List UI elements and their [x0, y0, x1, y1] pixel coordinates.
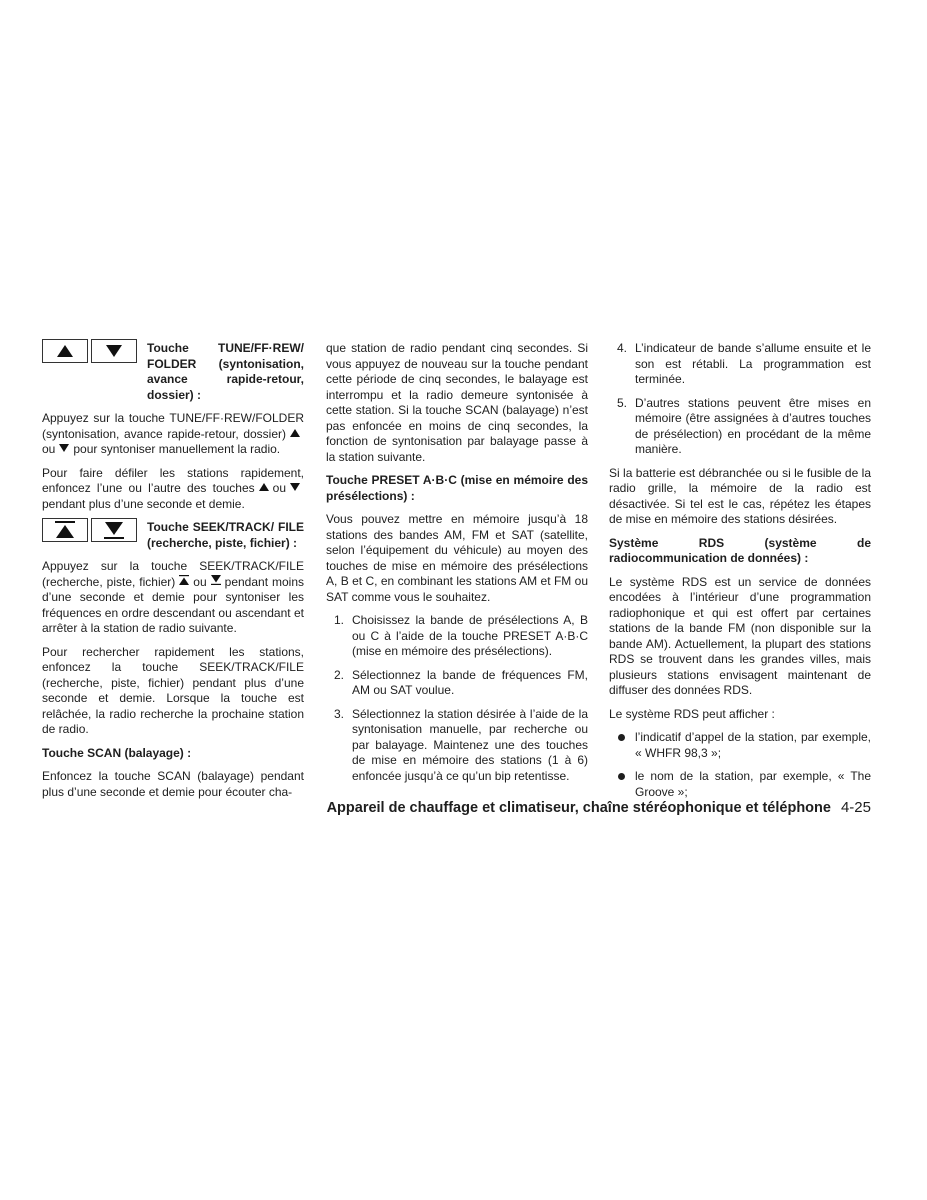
scan-heading: Touche SCAN (balayage) : — [42, 745, 192, 760]
seek-heading: Touche SEEK/TRACK/ FILE (recherche, piste, fichier) : — [147, 520, 304, 550]
page-footer — [327, 799, 871, 817]
tune-block — [42, 341, 304, 403]
tune-up-button-graphic — [42, 339, 88, 363]
rds-bullet-list — [609, 730, 871, 800]
seek-paragraph-2: Pour rechercher rapidement les stations, enfoncez la touche SEEK/TRACK/FILE (recherche, piste, fichier) pendant plus d’une seconde et demie. Lorsque la touche est relâchée, la radio recherche la prochaine station de radio. — [42, 644, 304, 736]
triangle-down-bar-icon — [211, 575, 221, 585]
list-item: le nom de la station, par exemple, « The Groove »; — [609, 769, 871, 800]
list-item: 4. L’indicateur de bande s’allume ensuite et le son est rétabli. La programmation est terminée. — [617, 341, 871, 386]
tune-buttons — [42, 339, 137, 363]
rds-heading: Système RDS (système de radiocommunication de données) : — [609, 535, 871, 565]
seek-up-button-graphic — [42, 518, 88, 542]
footer-title: Appareil de chauffage et climatiseur, chaîne stéréophonique et téléphone — [326, 800, 831, 816]
seek-block — [42, 520, 304, 551]
bullet-icon — [618, 734, 625, 741]
triangle-up-icon — [259, 483, 269, 491]
list-item: 3. Sélectionnez la station désirée à l’aide de la syntonisation manuelle, par recherche ou par balayage. Maintenez une des touches de mise en mémoire des stations (1 à 6) enfoncée jusqu’à ce qu’un bip retentisse. — [334, 706, 588, 783]
tune-heading: Touche TUNE/FF·REW/ FOLDER (syntonisation, avance rapide-retour, dossier) : — [147, 341, 304, 402]
scan-paragraph-1: Enfoncez la touche SCAN (balayage) pendant plus d’une seconde et demie pour écouter cha- — [42, 769, 304, 799]
bar-triangle-up-icon — [54, 521, 76, 539]
tune-down-button-graphic — [91, 339, 137, 363]
triangle-down-icon — [105, 344, 123, 358]
triangle-up-icon — [56, 344, 74, 358]
list-item: 2. Sélectionnez la bande de fréquences FM, AM ou SAT voulue. — [334, 667, 588, 697]
preset-steps-list — [326, 613, 588, 784]
triangle-down-icon — [290, 483, 300, 491]
column-3 — [609, 341, 871, 808]
seek-down-button-graphic — [91, 518, 137, 542]
page-number: 4-25 — [840, 799, 871, 816]
seek-paragraph-1: Appuyez sur la touche SEEK/TRACK/FILE (recherche, piste, fichier) ou pendant moins d’une seconde et demie pour syntoniser les fréquences en ordre descendant ou ascendant et arrêter à la station de radio suivante. — [42, 559, 304, 635]
bullet-icon — [618, 773, 625, 780]
triangle-down-icon — [59, 444, 69, 452]
preset-heading: Touche PRESET A·B·C (mise en mémoire des présélections) : — [326, 473, 588, 503]
preset-paragraph-1: Vous pouvez mettre en mémoire jusqu’à 18 stations des bandes AM, FM et SAT (satellite, selon l’équipement du véhicule) au moyen des touches de mise en mémoire des présélections A, B et C, en combinant les stations AM et FM ou SAT comme vous le souhaitez. — [326, 512, 588, 604]
column-1 — [42, 341, 304, 808]
scan-paragraph-continued: que station de radio pendant cinq secondes. Si vous appuyez de nouveau sur la touche pendant cette période de cinq secondes, le balayage est interrompu et la radio demeure syntonisée à cette station. Si la touche SCAN (balayage) n’est pas enfoncée en moins de cinq secondes, la fonction de syntonisation par balayage passe à la station suivante. — [326, 341, 588, 464]
battery-paragraph: Si la batterie est débranchée ou si le fusible de la radio grille, la mémoire de la radio est désactivée. Si tel est le cas, répétez les étapes de mise en mémoire des stations désirées. — [609, 465, 871, 526]
seek-buttons — [42, 518, 137, 542]
tune-paragraph-1: Appuyez sur la touche TUNE/FF·REW/FOLDER (syntonisation, avance rapide-retour, dossier)ou pour syntoniser manuellement la radio. — [42, 411, 304, 456]
list-item: l’indicatif d’appel de la station, par exemple, « WHFR 98,3 »; — [609, 730, 871, 761]
rds-paragraph-1: Le système RDS est un service de données encodées à l’intérieur d’une programmation radiophonique et qui est offert par certaines stations de la bande FM (non disponible sur la bande AM). Actuellement, la plupart des stations RDS se trouvent dans les grandes villes, mais plusieurs stations envisagent maintenant de diffuser des données RDS. — [609, 574, 871, 697]
preset-steps-list-continued — [609, 341, 871, 458]
triangle-up-icon — [290, 429, 300, 437]
bar-triangle-up-icon — [179, 575, 189, 585]
triangle-down-bar-icon — [103, 521, 125, 539]
list-item: 5. D’autres stations peuvent être mises en mémoire (être assignées à d’autres touches de présélection) en procédant de la même manière. — [617, 395, 871, 456]
column-2 — [326, 341, 588, 792]
rds-paragraph-2: Le système RDS peut afficher : — [609, 706, 775, 721]
tune-paragraph-2: Pour faire défiler les stations rapidement, enfoncez l’une ou l’autre des touches oupendant plus d’une seconde et demie. — [42, 465, 304, 511]
list-item: 1. Choisissez la bande de présélections A, B ou C à l’aide de la touche PRESET A·B·C (mise en mémoire des présélections). — [334, 613, 588, 658]
